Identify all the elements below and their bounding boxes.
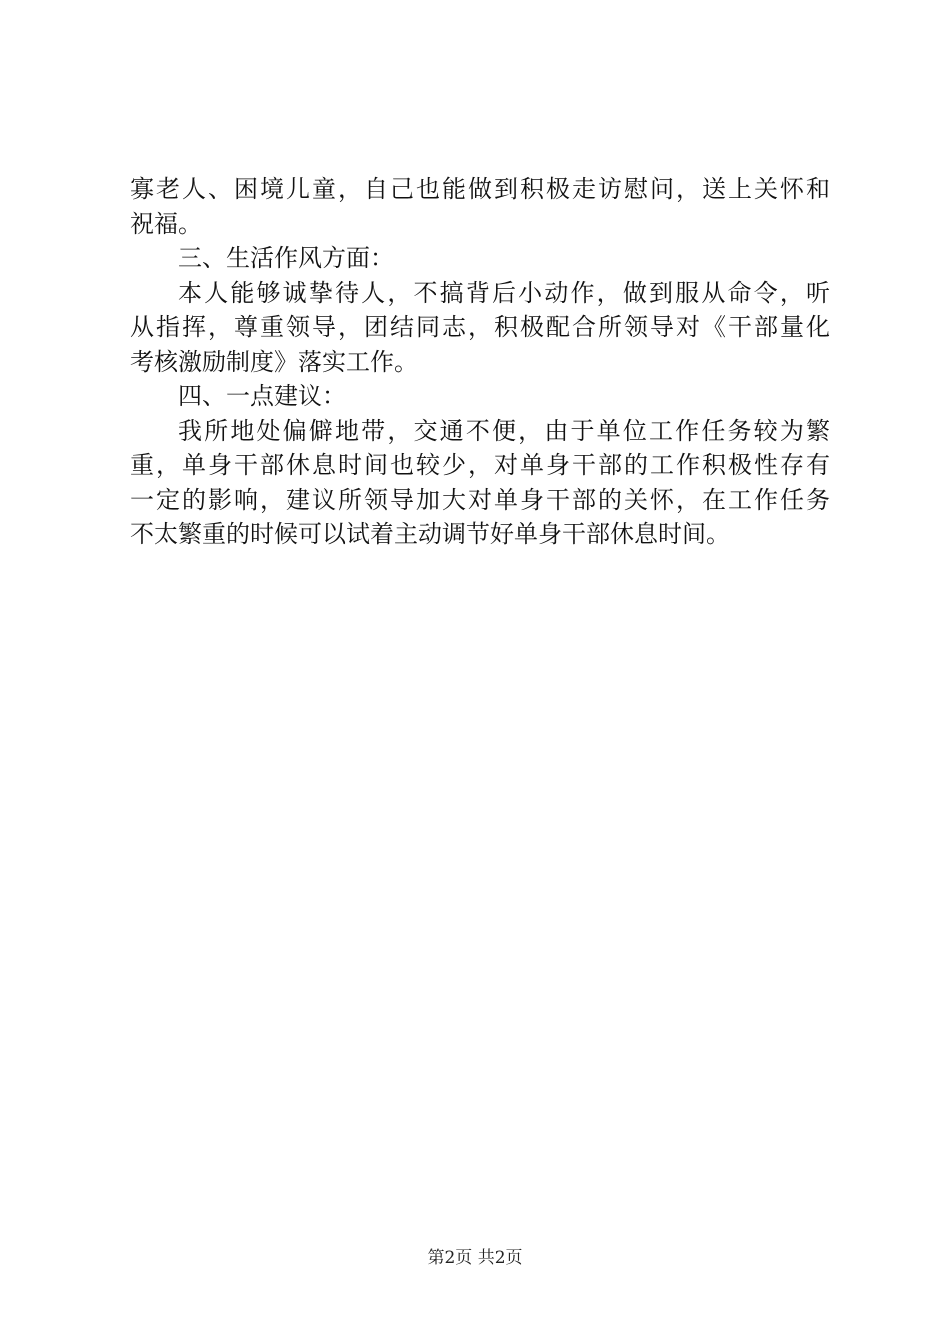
section-heading-lifestyle [130,241,830,276]
text-line: 我所地处偏僻地带，交通不便，由于单位工作任务较为繁 [178,416,830,445]
paragraph-lifestyle [130,276,830,380]
text-line: 重，单身干部休息时间也较少，对单身干部的工作积极性存有 [130,451,830,479]
text-line: 不太繁重的时候可以试着主动调节好单身干部休息时间。 [130,520,730,548]
page-number: 第2页 共2页 [427,1248,523,1268]
text-line: 祝福。 [130,209,202,238]
text-line: 从指挥，尊重领导，团结同志，积极配合所领导对《干部量化 [130,313,830,341]
text-line: 本人能够诚挚待人，不搞背后小动作，做到服从命令，听 [178,278,830,307]
paragraph-suggestion [130,414,830,552]
heading-line: 三、生活作风方面： [178,244,394,272]
text-line: 考核激励制度》落实工作。 [130,347,418,376]
text-line: 一定的影响，建议所领导加大对单身干部的关怀，在工作任务 [130,485,830,514]
section-heading-suggestion [130,379,830,414]
paragraph-continuation [130,172,830,241]
heading-line: 四、一点建议： [178,382,346,410]
page-footer [0,1243,950,1268]
document-body [130,172,830,552]
text-line: 寡老人、困境儿童，自己也能做到积极走访慰问，送上关怀和 [130,175,830,203]
